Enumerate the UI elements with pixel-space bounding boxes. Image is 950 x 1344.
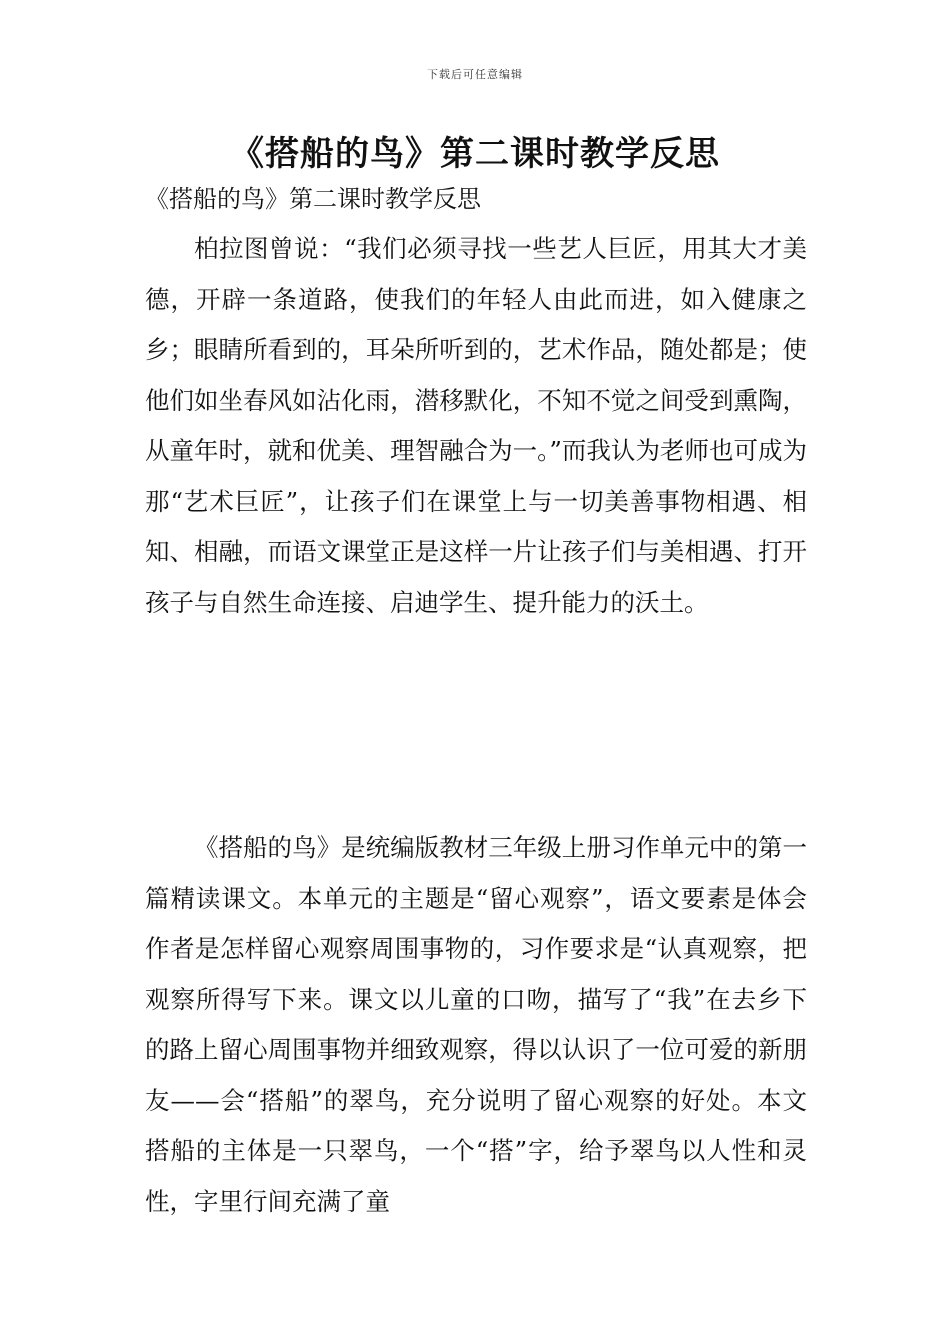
body-paragraph-1: 柏拉图曾说：“我们必须寻找一些艺人巨匠，用其大才美德，开辟一条道路，使我们的年轻人由此而进，如入健康之乡；眼睛所看到的，耳朵所听到的，艺术作品，随处都是；使他们如坐春风如沾化雨，潜移默化，不知不觉之间受到熏陶，从童年时，就和优美、理智融合为一。”而我认为老师也可成为那“艺术巨匠”，让孩子们在课堂上与一切美善事物相遇、相知、相融，而语文课堂正是这样一片让孩子们与美相遇、打开孩子与自然生命连接、启迪学生、提升能力的沃土。 (145, 234, 807, 617)
document-title: 《搭船的鸟》第二课时教学反思 (230, 134, 720, 174)
header-note: 下载后可任意编辑 (427, 68, 523, 81)
document-subtitle: 《搭船的鸟》第二课时教学反思 (145, 185, 481, 213)
body-paragraph-2: 《搭船的鸟》是统编版教材三年级上册习作单元中的第一篇精读课文。本单元的主题是“留心观察”，语文要素是体会作者是怎样留心观察周围事物的，习作要求是“认真观察，把观察所得写下来。课文以儿童的口吻，描写了“我”在去乡下的路上留心周围事物并细致观察，得以认识了一位可爱的新朋友——会“搭船”的翠鸟，充分说明了留心观察的好处。本文搭船的主体是一只翠鸟，一个“搭”字，给予翠鸟以人性和灵性，字里行间充满了童 (145, 833, 807, 1216)
